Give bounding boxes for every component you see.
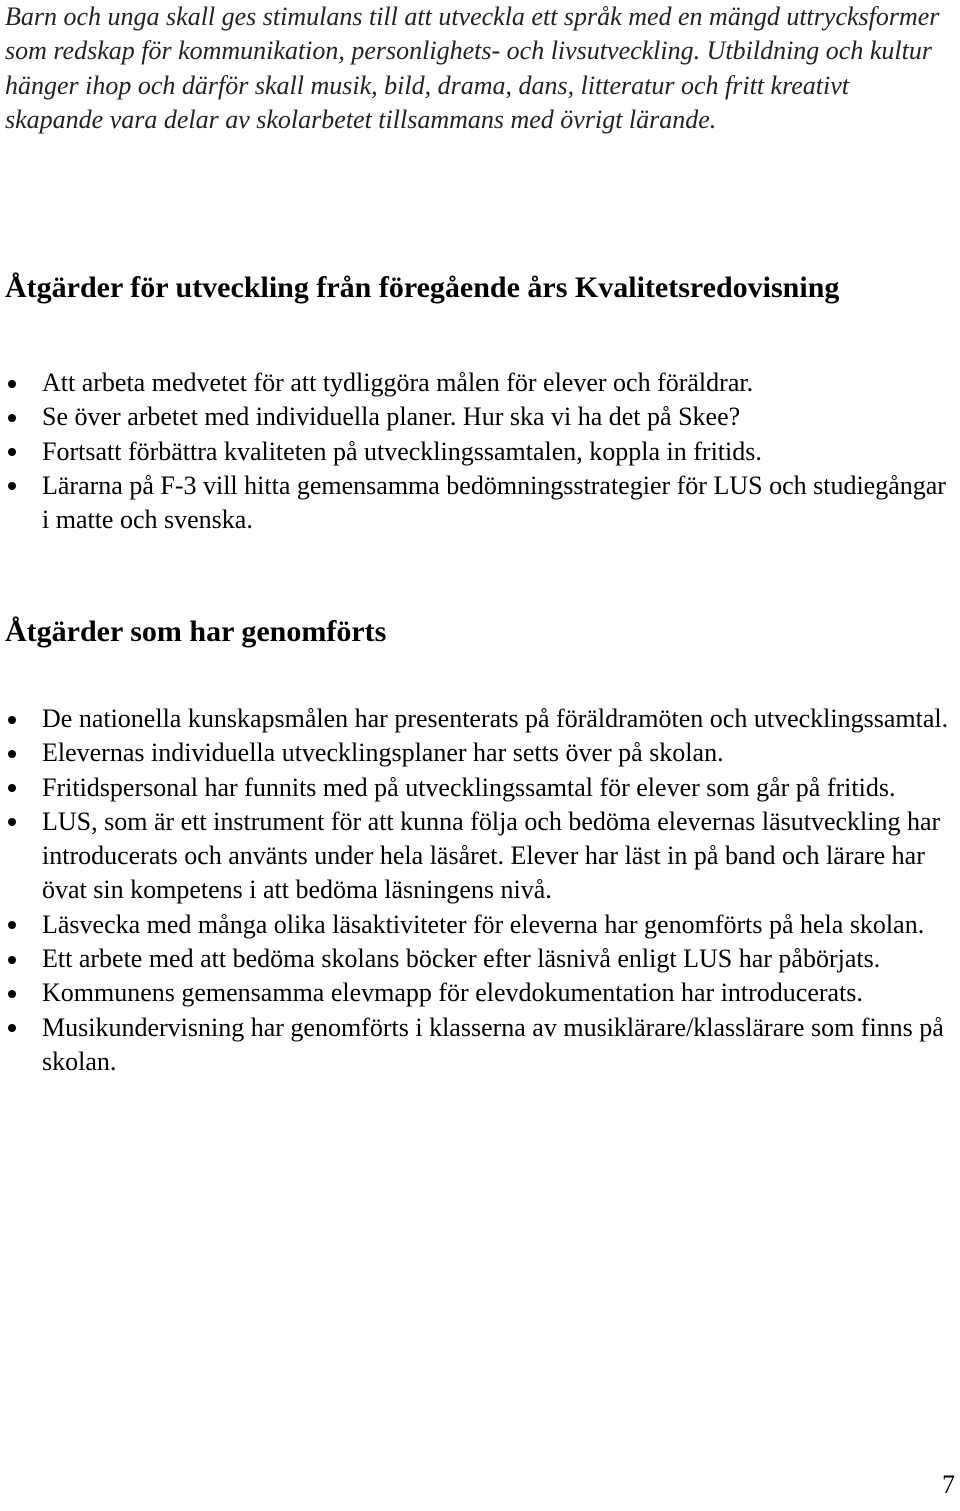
intro-paragraph: Barn och unga skall ges stimulans till att utveckla ett språk med en mängd uttrycksformer som redskap för kommunikation, personlighets- och livsutveckling. Utbildning och kultur hänger ihop och därför skall musik, bild, drama, dans, litteratur och fritt kreativt skapande vara delar av skolarbetet tillsammans med övrigt lärande.: [5, 2, 940, 134]
list-item: [0, 400, 955, 434]
list-item-text: Ett arbete med att bedöma skolans böcker efter läsnivå enligt LUS har påbörjats.: [42, 944, 881, 974]
list-item: [0, 469, 955, 538]
bullet-icon: [8, 818, 16, 826]
list-item: [0, 435, 955, 469]
list-item-text: Lärarna på F-3 vill hitta gemensamma bedömningsstrategier för LUS och studiegångar i matte och svenska.: [42, 470, 946, 535]
list-item: [0, 1011, 955, 1080]
list-item-text: Läsvecka med många olika läsaktiviteter för eleverna har genomförts på hela skolan.: [42, 909, 925, 939]
bullet-icon: [8, 921, 16, 929]
list-item-text: Se över arbetet med individuella planer. Hur ska vi ha det på Skee?: [42, 402, 741, 432]
page-number: 7: [942, 1470, 955, 1499]
list-item: [0, 908, 955, 942]
list-item-text: Fortsatt förbättra kvaliteten på utvecklingssamtalen, koppla in fritids.: [42, 436, 762, 466]
planned-actions-list: [0, 366, 955, 537]
list-item: [0, 702, 955, 736]
bullet-icon: [8, 1024, 16, 1032]
list-item: [0, 771, 955, 805]
list-item-text: De nationella kunskapsmålen har presenterats på föräldramöten och utvecklingssamtal.: [42, 704, 949, 733]
bullet-icon: [8, 956, 16, 964]
section-heading-completed-actions: Åtgärder som har genomförts: [5, 615, 387, 648]
list-item-text: Elevernas individuella utvecklingsplaner har setts över på skolan.: [42, 738, 724, 768]
list-item: [0, 976, 955, 1010]
list-item-text: Kommunens gemensamma elevmapp för elevdokumentation har introducerats.: [42, 978, 863, 1008]
list-item-text: Att arbeta medvetet för att tydliggöra målen för elever och föräldrar.: [42, 368, 754, 397]
bullet-icon: [8, 414, 16, 422]
bullet-icon: [8, 990, 16, 998]
list-item: [0, 942, 955, 976]
list-item-text: Fritidspersonal har funnits med på utvecklingssamtal för elever som går på fritids.: [42, 772, 896, 802]
bullet-icon: [8, 482, 16, 490]
completed-actions-list: [0, 702, 955, 1079]
list-item-text: LUS, som är ett instrument för att kunna följa och bedöma elevernas läsutveckling har introducerats och använts under hela läsåret. Elever har läst in på band och lärare har övat sin kompetens i att bedöma läsningens nivå.: [42, 806, 941, 905]
bullet-icon: [8, 380, 16, 388]
list-item: [0, 736, 955, 770]
list-item-text: Musikundervisning har genomförts i klasserna av musiklärare/klasslärare som finns på skolan.: [42, 1012, 944, 1076]
section-heading-planned-actions: Åtgärder för utveckling från föregående års Kvalitetsredovisning: [5, 271, 840, 304]
bullet-icon: [8, 784, 16, 792]
bullet-icon: [8, 716, 16, 724]
list-item: [0, 366, 955, 400]
bullet-icon: [8, 750, 16, 758]
list-item: [0, 805, 955, 908]
bullet-icon: [8, 448, 16, 456]
